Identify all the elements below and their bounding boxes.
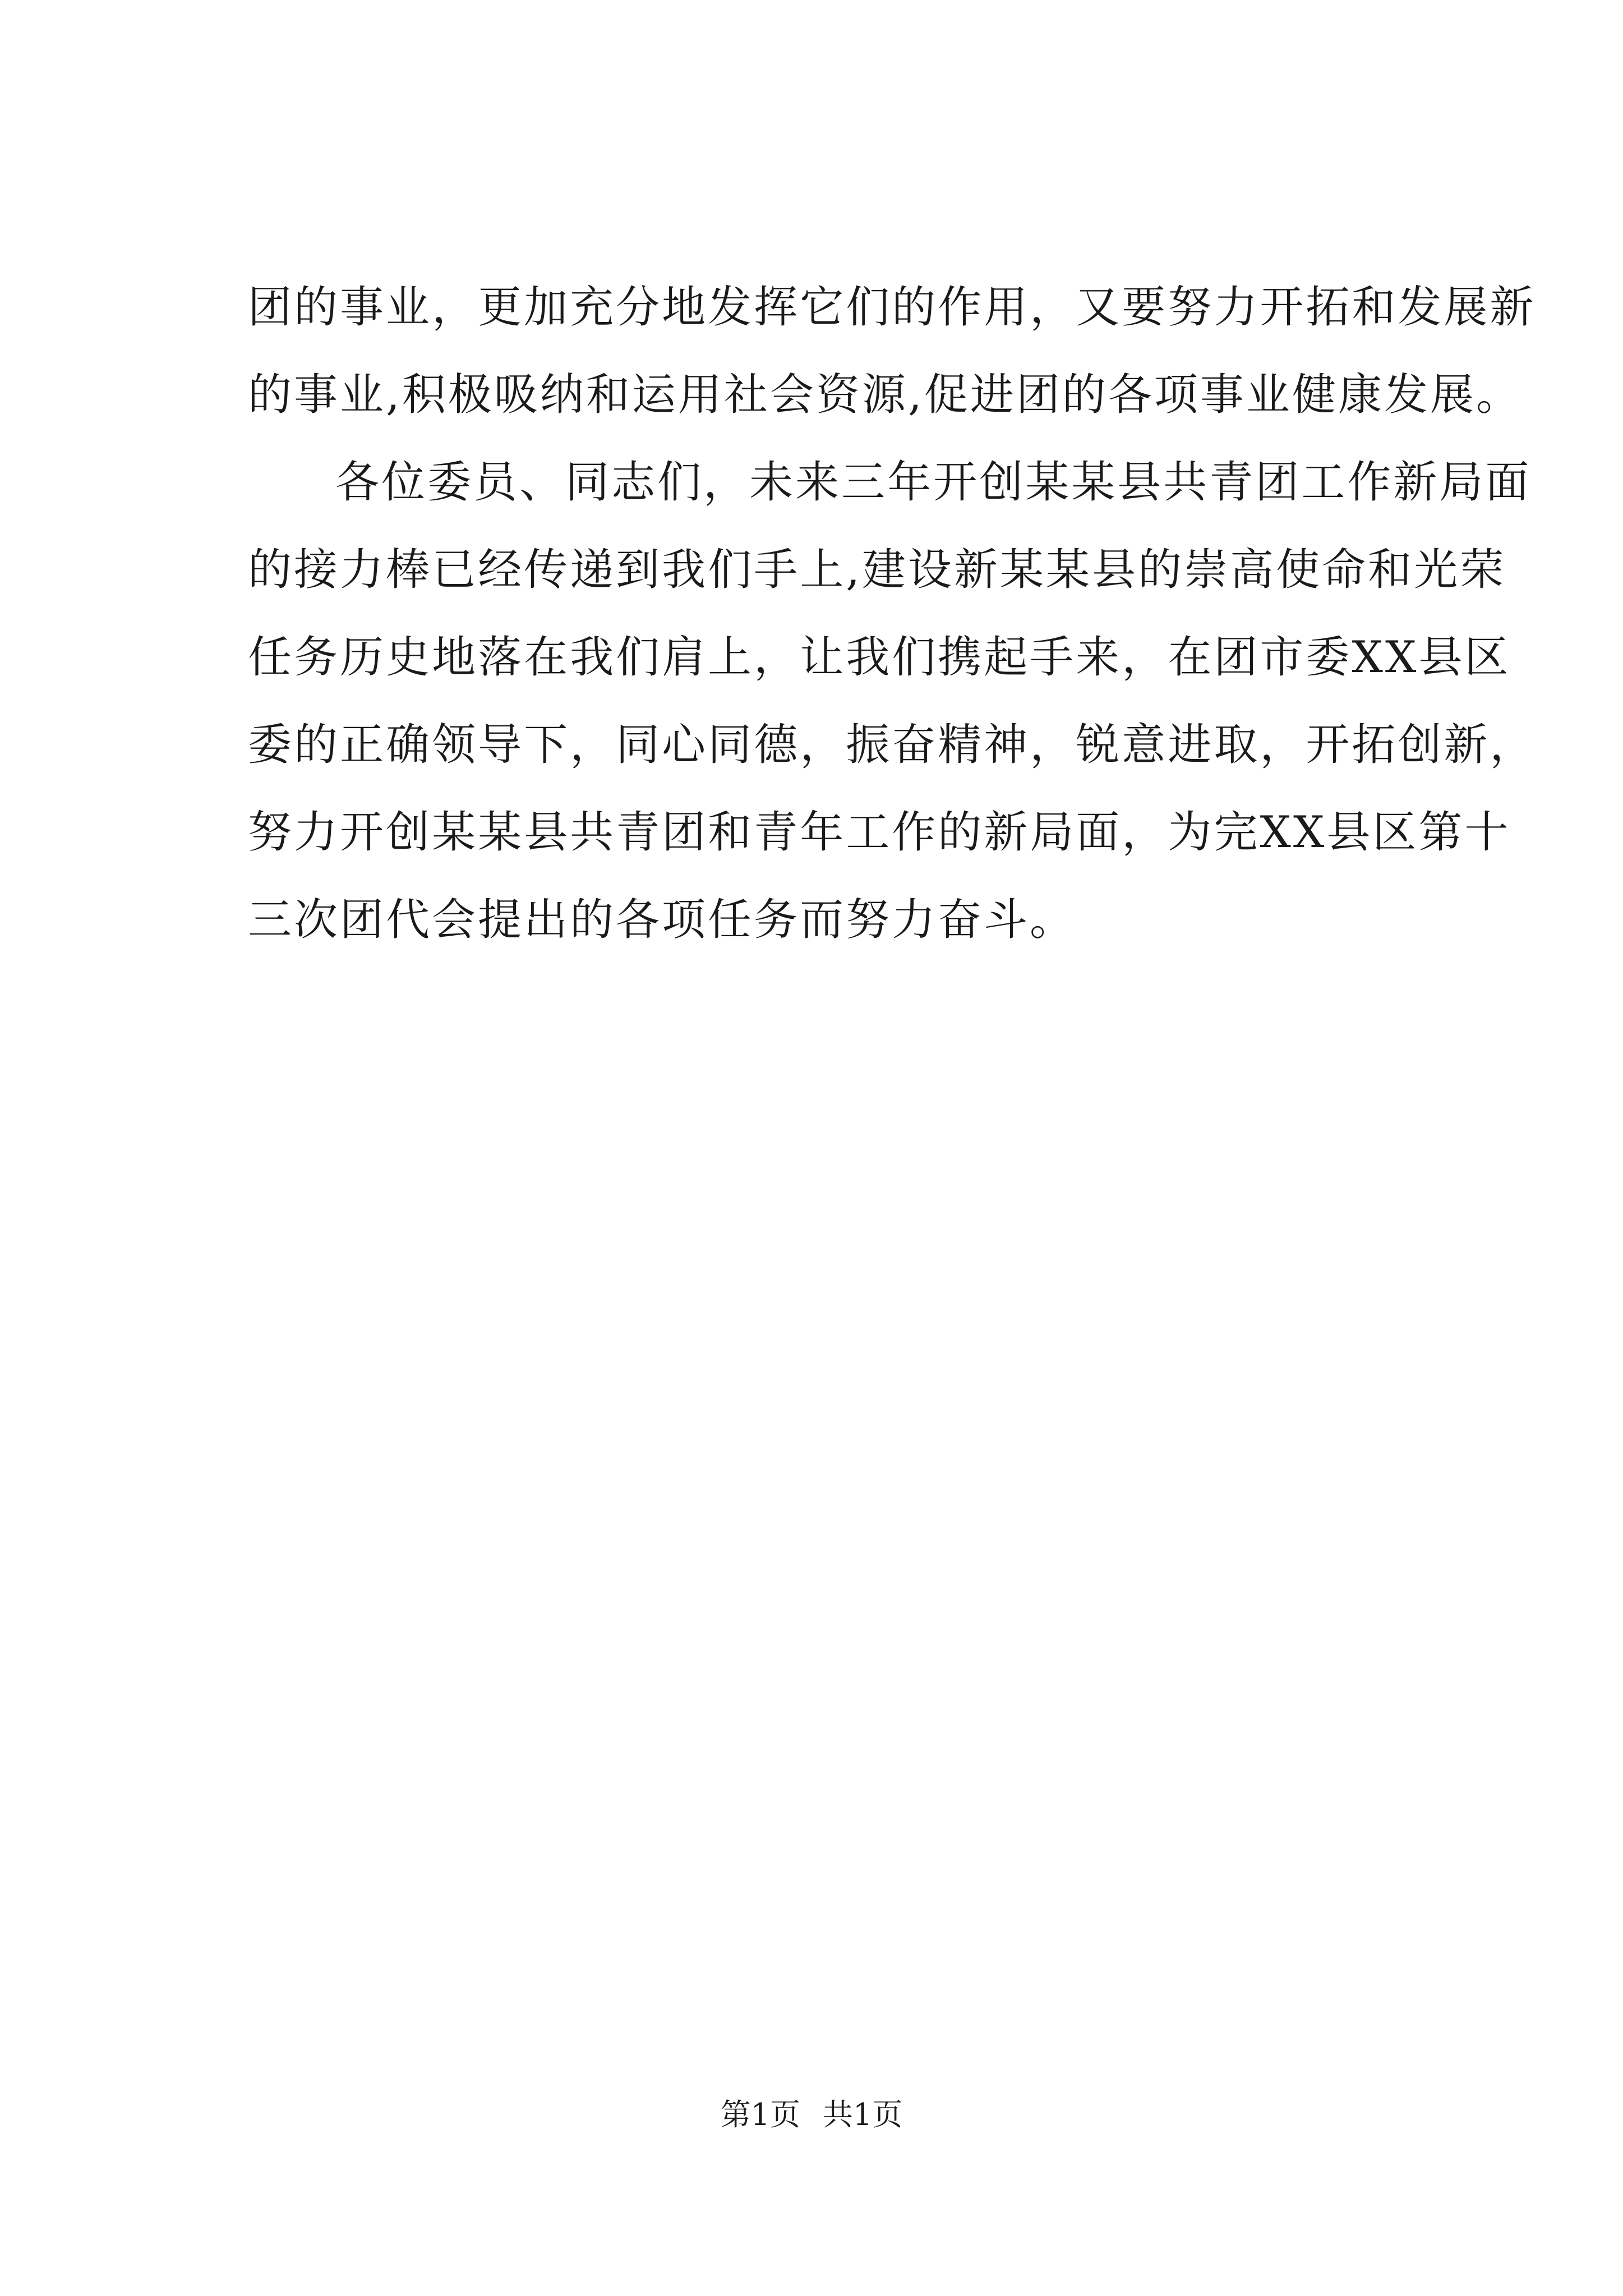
text-line: 努 力 开 创 某 某 县 共 青 团 和 青 年 工 作 的 新 局 面 ， 为 完 X X 县 区 第 十 bbox=[248, 807, 1511, 858]
page-total: 共1页 bbox=[823, 2097, 903, 2132]
text-line: 各 位 委 员 、 同 志 们 ， 未 来 三 年 开 创 某 某 县 共 青 团 工 作 新 局 面 bbox=[335, 457, 1532, 508]
document-body bbox=[248, 264, 1536, 964]
page-number: 第1页 bbox=[720, 2097, 800, 2132]
text-line: 任 务 历 史 地 落 在 我 们 肩 上 ， 让 我 们 携 起 手 来 ， 在 团 市 委 X X 县 区 bbox=[248, 632, 1511, 683]
paragraph bbox=[248, 264, 1536, 439]
paragraph bbox=[248, 439, 1536, 964]
text-line: 团 的 事 业 ， 更 加 充 分 地 发 挥 它 们 的 作 用 ， 又 要 努 力 开 拓 和 发 展 新 bbox=[248, 282, 1536, 333]
text-line: 的 事 业 , 积 极 吸 纳 和 运 用 社 会 资 源 , 促 进 团 的 各 项 事 业 健 康 发 展 。 bbox=[248, 370, 1523, 420]
text-line: 委 的 正 确 领 导 下 ， 同 心 同 德 ， 振 奋 精 神 ， 锐 意 进 取 ， 开 拓 创 新 ， bbox=[248, 720, 1536, 770]
text-line: 三次团代会提出的各项任务而努力奋斗。 bbox=[248, 895, 1076, 945]
text-line: 的 接 力 棒 已 经 传 递 到 我 们 手 上 , 建 设 新 某 某 县 的 崇 高 使 命 和 光 荣 bbox=[248, 545, 1506, 595]
page-footer bbox=[0, 2095, 1623, 2134]
